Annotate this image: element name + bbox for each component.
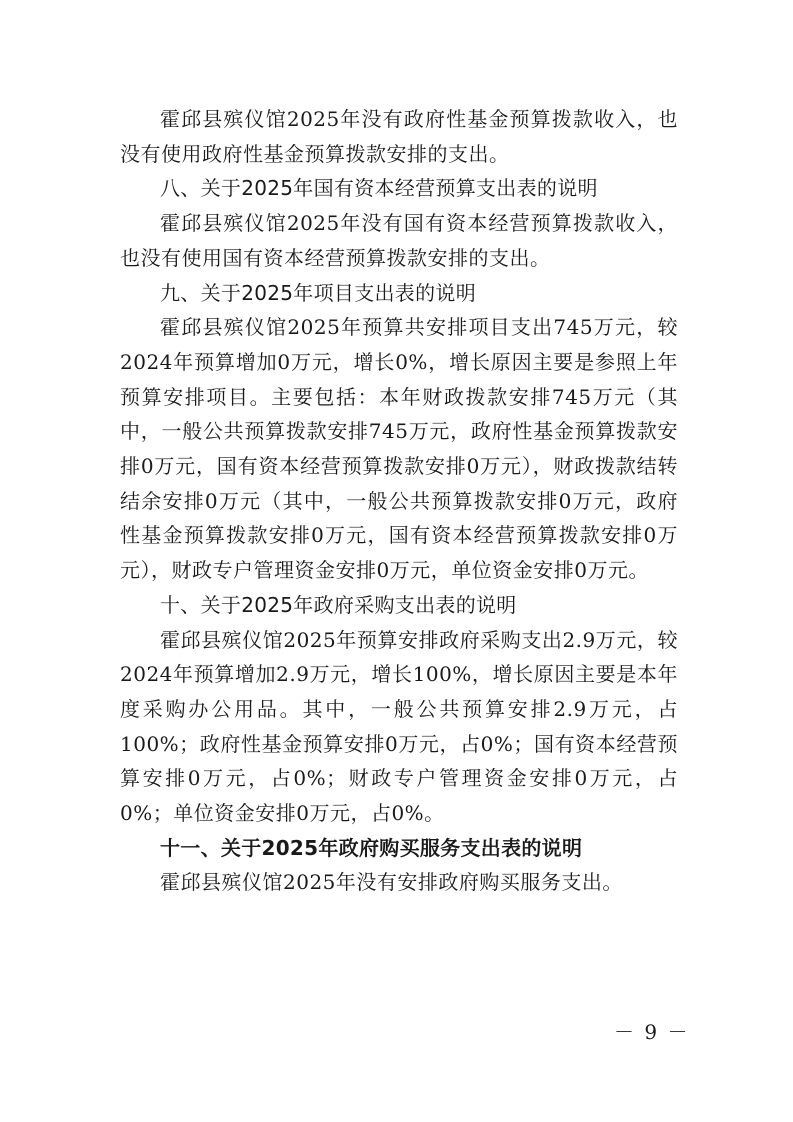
body-paragraph: 霍邱县殡仪馆2025年没有国有资本经营预算拨款收入，也没有使用国有资本经营预算拨款安排的支出。 bbox=[120, 211, 678, 270]
body-paragraph: 霍邱县殡仪馆2025年预算共安排项目支出745万元，较2024年预算增加0万元，增长0%，增长原因主要是参照上年预算安排项目。主要包括：本年财政拨款安排745万元（其中，一般公共预算拨款安排745万元，政府性基金预算拨款安排0万元，国有资本经营预算拨款安排0万元），财政拨款结转结余安排0万元（其中，一般公共预算拨款安排0万元，政府性基金预算拨款安排0万元，国有资本经营预算拨款安排0万元），财政专户管理资金安排0万元，单位资金安排0万元。 bbox=[120, 315, 678, 583]
section-heading: 八、关于2025年国有资本经营预算支出表的说明 bbox=[160, 176, 598, 201]
page-number: － 9 － bbox=[614, 1020, 690, 1044]
body-paragraph: 霍邱县殡仪馆2025年没有安排政府购买服务支出。 bbox=[160, 870, 623, 895]
section-heading: 十、关于2025年政府采购支出表的说明 bbox=[160, 592, 517, 617]
document-page bbox=[120, 102, 678, 900]
body-paragraph: 霍邱县殡仪馆2025年预算安排政府采购支出2.9万元，较2024年预算增加2.9万元，增长100%，增长原因主要是本年度采购办公用品。其中，一般公共预算安排2.9万元，占100%；政府性基金预算安排0万元，占0%；国有资本经营预算安排0万元，占0%；财政专户管理资金安排0万元，占0%；单位资金安排0万元，占0%。 bbox=[120, 627, 678, 826]
section-heading: 九、关于2025年项目支出表的说明 bbox=[160, 280, 476, 305]
section-heading: 十一、关于2025年政府购买服务支出表的说明 bbox=[160, 835, 583, 860]
body-paragraph: 霍邱县殡仪馆2025年没有政府性基金预算拨款收入，也没有使用政府性基金预算拨款安排的支出。 bbox=[120, 107, 678, 166]
